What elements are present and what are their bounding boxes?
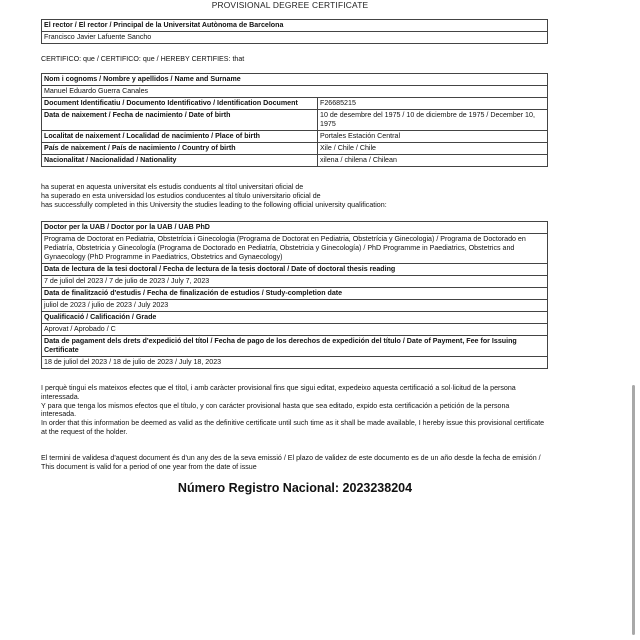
degree-label: Doctor per la UAB / Doctor por la UAB / UAB PhD [42,222,548,234]
registry-number: Número Registro Nacional: 2023238204 [177,481,413,495]
closing-line: In order that this information be deemed as valid as the definitive certificate until such time as it shall be made available, I hereby issue this provisional certificate at the request of the holder. [41,419,545,436]
name-label: Nom i cognoms / Nombre y apellidos / Name and Surname [42,74,548,86]
person-row [42,155,548,167]
person-row-value: F26685215 [318,98,548,110]
closing-line: Y para que tenga los mismos efectos que el título, y con carácter provisional hasta que sea editado, expido esta certificación a petición de la persona interesada. [41,401,510,419]
person-row-label: País de naixement / País de nacimiento / Country of birth [42,143,318,155]
thesis-date-value: 7 de juliol del 2023 / 7 de julio de 2023 / July 7, 2023 [42,276,548,288]
rector-label: El rector / El rector / Principal de la Universitat Autònoma de Barcelona [42,20,548,32]
person-row-value: Portales Estación Central [318,131,548,143]
payment-date-label: Data de pagament dels drets d'expedició del títol / Fecha de pago de los derechos de expedición del título / Date of Payment, Fee for Issuing Certificate [42,336,548,357]
vertical-scrollbar[interactable] [632,385,635,635]
certifies-text: CERTIFICO: que / CERTIFICO: que / HEREBY CERTIFIES: that [41,55,245,63]
person-row-label: Nacionalitat / Nacionalidad / Nationality [42,155,318,167]
thesis-date-label: Data de lectura de la tesi doctoral / Fecha de lectura de la tesis doctoral / Date of doctoral thesis reading [42,264,548,276]
person-table [41,73,548,167]
degree-table [41,221,548,369]
studies-line: has successfully completed in this University the studies leading to the following official university qualification: [41,200,387,209]
person-row [42,131,548,143]
person-row [42,143,548,155]
closing-line: I perquè tingui els mateixos efectes que el títol, i amb caràcter provisional fins que sigui editat, expedeixo aquesta certificació a sol·licitud de la persona interessada. [41,384,516,401]
person-row-value: Xile / Chile / Chile [318,143,548,155]
closing-paragraph [41,384,546,437]
person-row [42,110,548,131]
completion-date-value: juliol de 2023 / julio de 2023 / July 2023 [42,300,548,312]
payment-date-value: 18 de juliol del 2023 / 18 de julio de 2023 / July 18, 2023 [42,357,548,369]
document-subtitle: PROVISIONAL DEGREE CERTIFICATE [211,0,369,10]
studies-line: ha superado en esta universidad los estudios conducentes al título universitario oficial de [41,191,321,200]
rector-name: Francisco Javier Lafuente Sancho [42,32,548,44]
person-row-label: Document Identificatiu / Documento Identificativo / Identification Document [42,98,318,110]
person-row-value: xilena / chilena / Chilean [318,155,548,167]
studies-paragraph [41,183,546,209]
validity-text: El termini de validesa d'aquest document és d'un any des de la seva emissió / El plazo de validez de este documento es de un año desde la fecha de emisión / This document is valid for a period of one year from the date of issue [41,454,541,471]
person-row-label: Data de naixement / Fecha de nacimiento / Date of birth [42,110,318,131]
rector-table [41,19,548,44]
person-row-value: 10 de desembre del 1975 / 10 de diciembre de 1975 / December 10, 1975 [318,110,548,131]
person-row [42,98,548,110]
studies-line: ha superat en aquesta universitat els estudis conduents al títol universitari oficial de [41,183,304,191]
person-row-label: Localitat de naixement / Localidad de nacimiento / Place of birth [42,131,318,143]
name-value: Manuel Eduardo Guerra Canales [42,86,548,98]
degree-value: Programa de Doctorat en Pediatria, Obstetrícia i Ginecologia (Programa de Doctorat en Pediatria, Obstetrícia y Ginecologia) / Programa de Doctorado en Pediatría, Obstetricia y Ginecología (Programa de Doctorado en Pediatría, Obstetricia y Ginecología) / PhD Programme in Paediatrics, Obstetrics and Gynaecology (PhD Programme in Paediatrics, Obstetrics and Gynaecology) [42,234,548,264]
grade-label: Qualificació / Calificación / Grade [42,312,548,324]
completion-date-label: Data de finalització d'estudis / Fecha de finalización de estudios / Study-completion date [42,288,548,300]
grade-value: Aprovat / Aprobado / C [42,324,548,336]
